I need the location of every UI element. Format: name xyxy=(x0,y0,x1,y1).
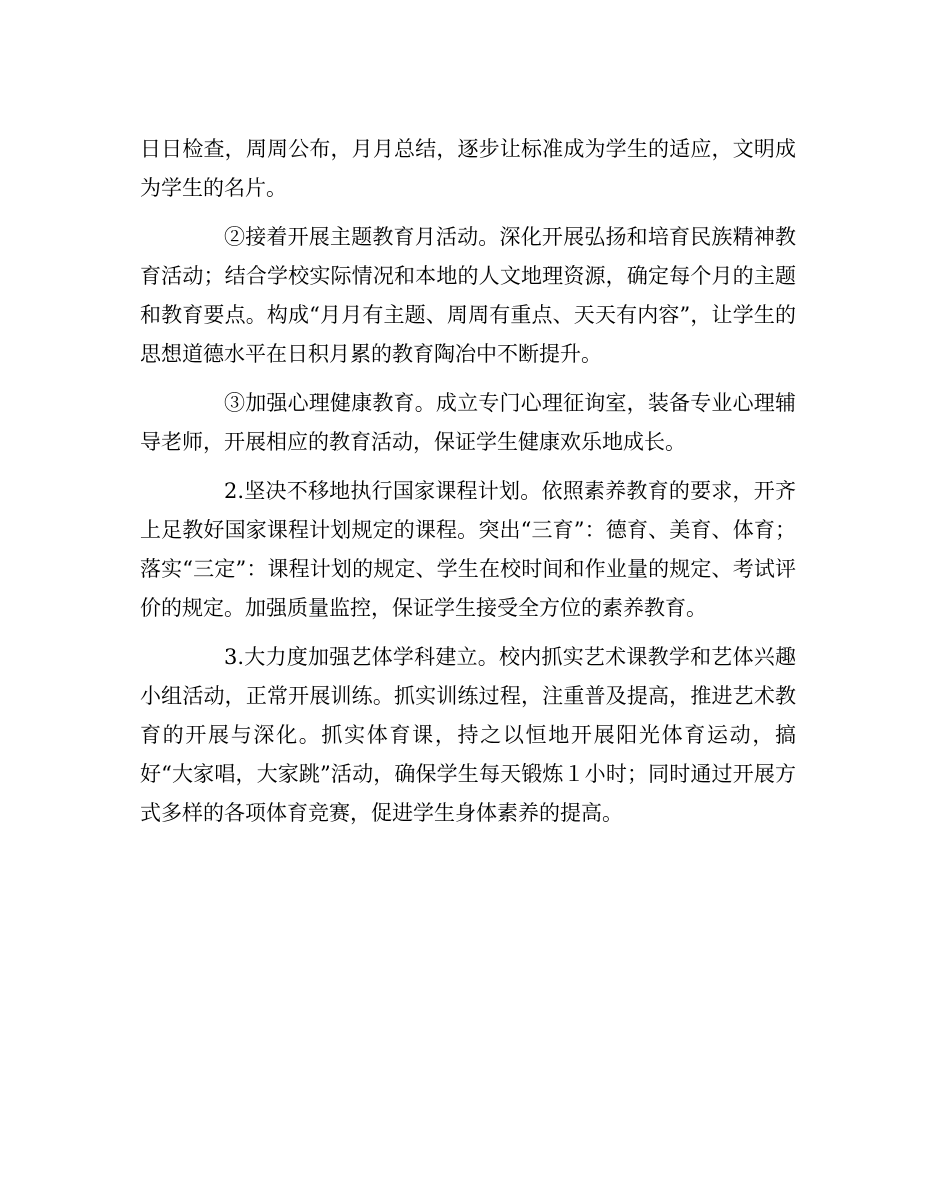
paragraph-5: 3.大力度加强艺体学科建立。校内抓实艺术课教学和艺体兴趣小组活动，正常开展训练。抓实训练过程，注重普及提高，推进艺术教育的开展与深化。抓实体育课，持之以恒地开展阳光体育运动，搞好“大家唱，大家跳”活动，确保学生每天锻炼１小时；同时通过开展方式多样的各项体育竞赛，促进学生身体素养的提高。 xyxy=(140,645,796,825)
paragraph-2: ②接着开展主题教育月活动。深化开展弘扬和培育民族精神教育活动；结合学校实际情况和本地的人文地理资源，确定每个月的主题和教育要点。构成“月月有主题、周周有重点、天天有内容”，让学生的思想道德水平在日积月累的教育陶冶中不断提升。 xyxy=(140,225,796,366)
paragraph-4: 2.坚决不移地执行国家课程计划。依照素养教育的要求，开齐上足教好国家课程计划规定的课程。突出“三育”：德育、美育、体育；落实“三定”：课程计划的规定、学生在校时间和作业量的规定、考试评价的规定。加强质量监控，保证学生接受全方位的素养教育。 xyxy=(140,479,796,620)
paragraph-3: ③加强心理健康教育。成立专门心理征询室，装备专业心理辅导老师，开展相应的教育活动，保证学生健康欢乐地成长。 xyxy=(140,391,796,454)
paragraph-1: 日日检查，周周公布，月月总结，逐步让标准成为学生的适应，文明成为学生的名片。 xyxy=(140,137,796,200)
document-body xyxy=(140,130,796,843)
